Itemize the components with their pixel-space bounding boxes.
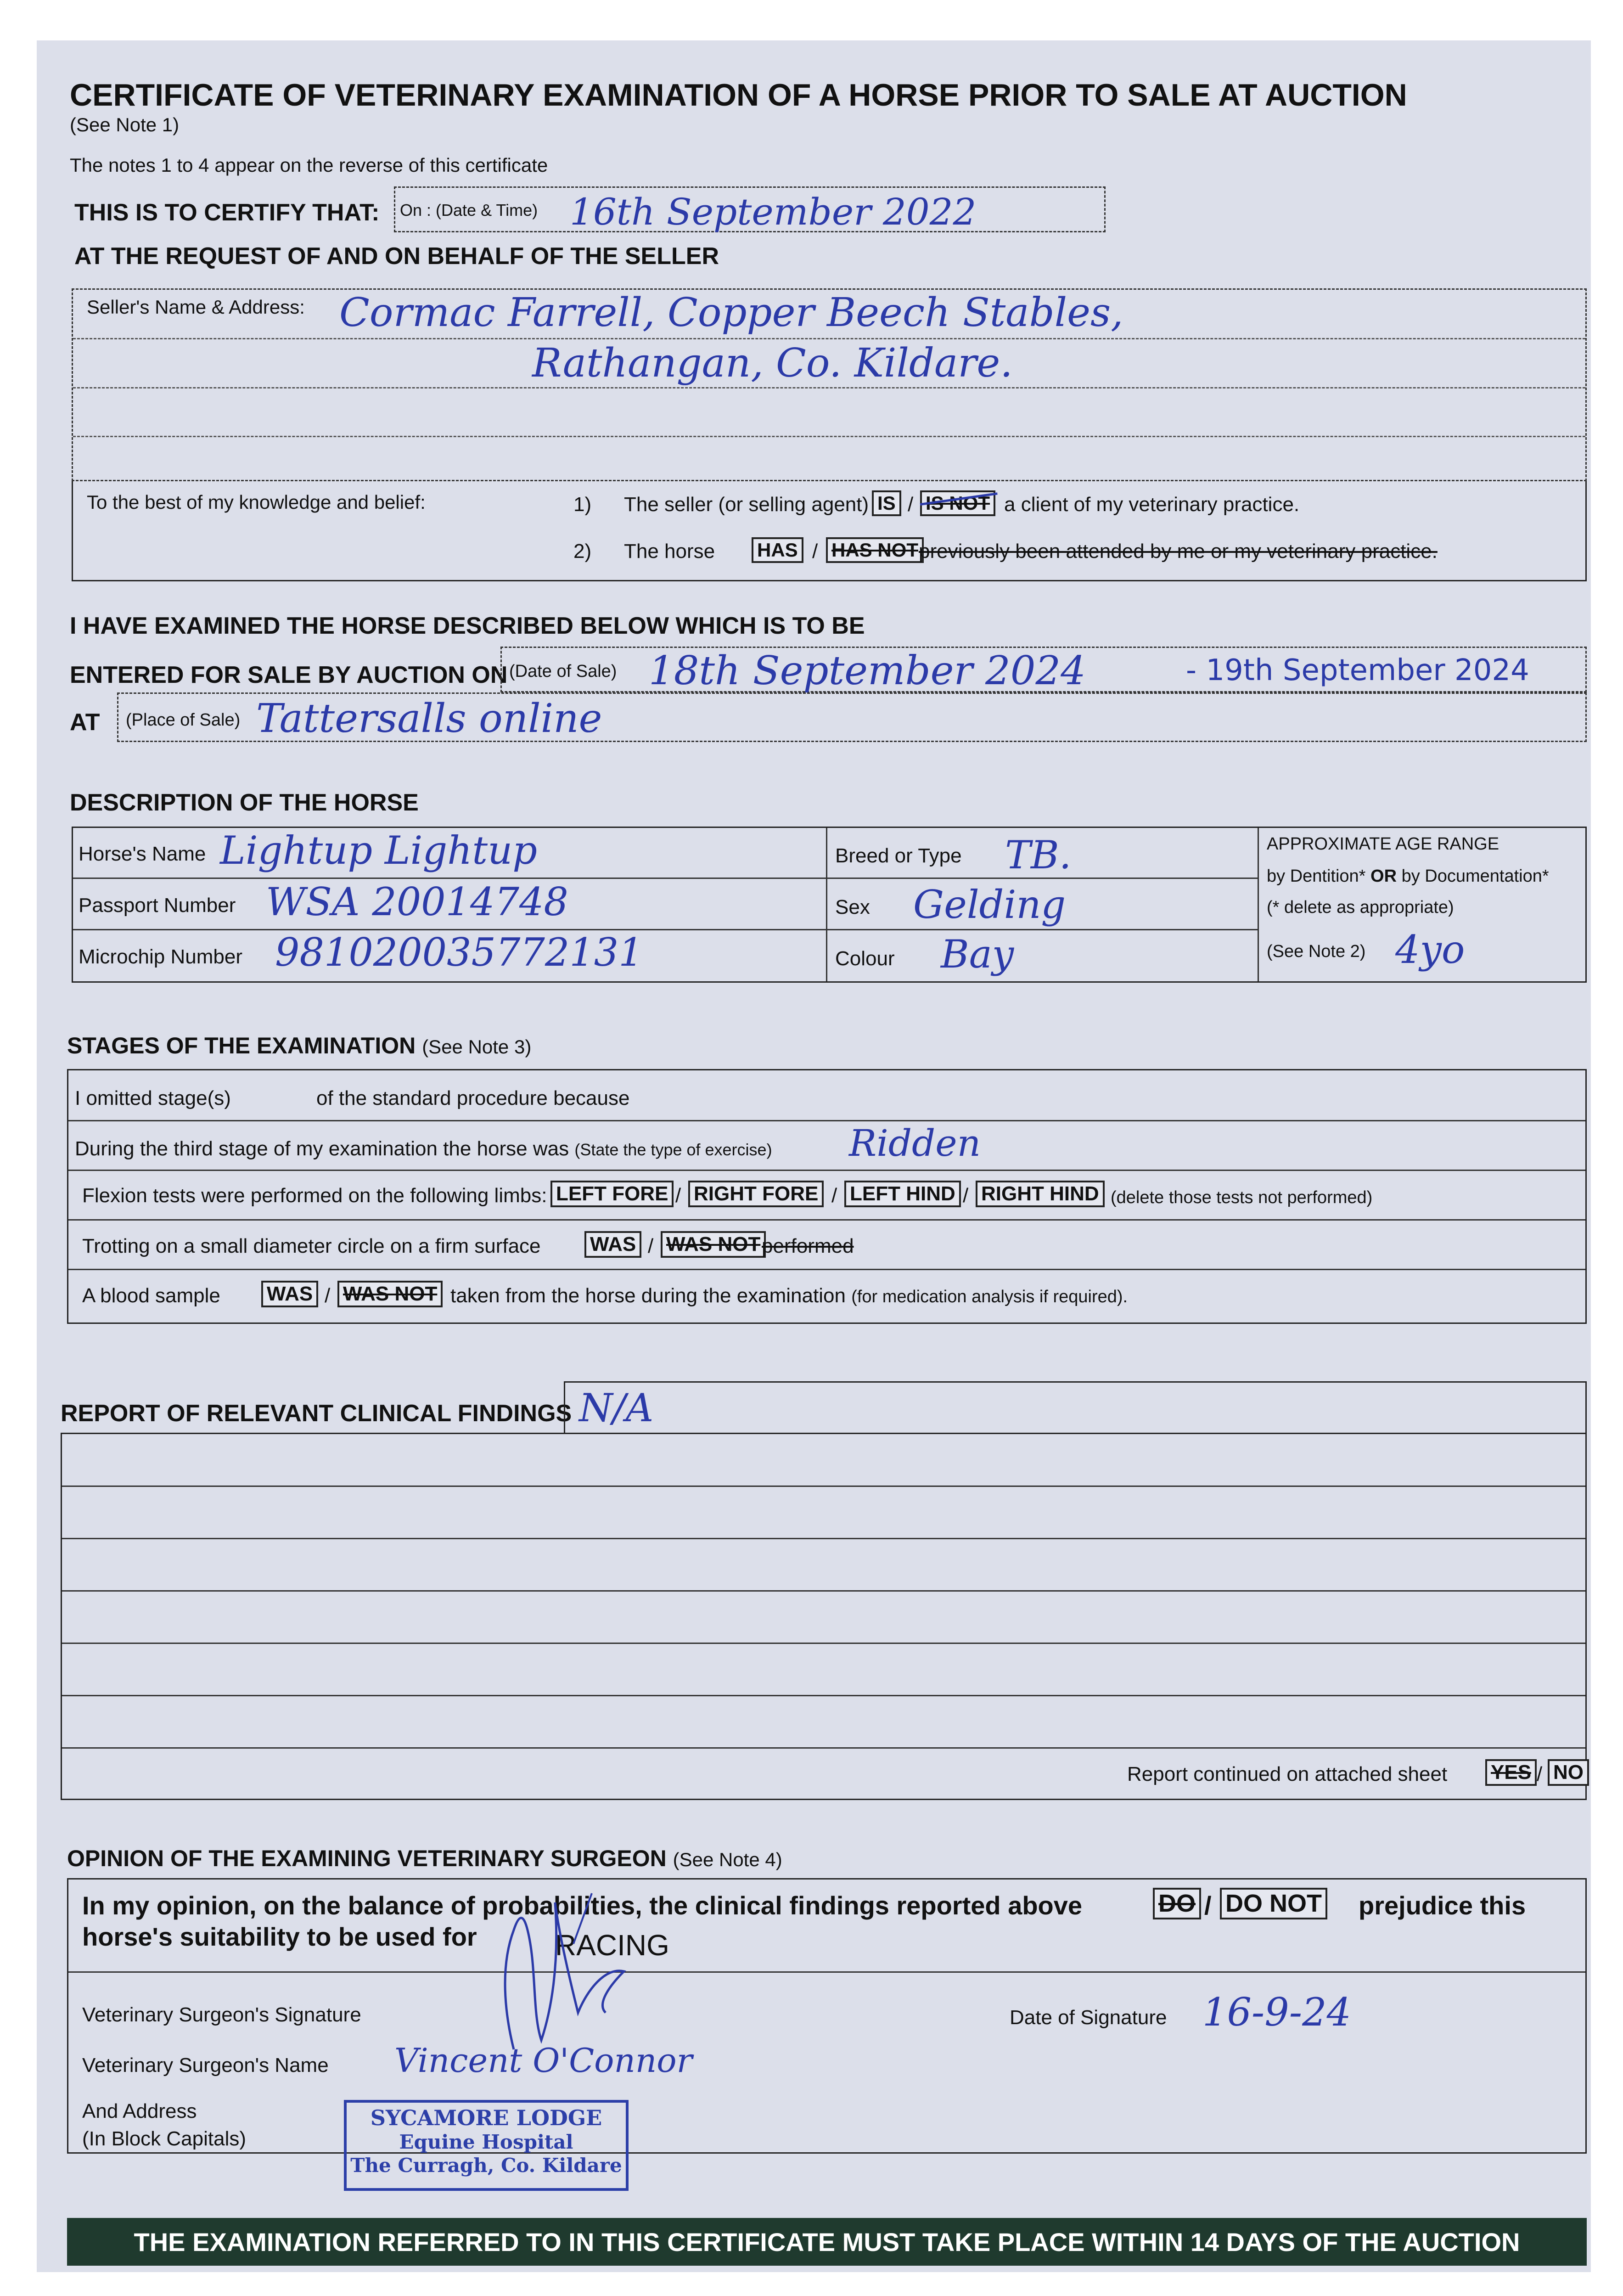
- age-see-note: (See Note 2): [1267, 942, 1366, 961]
- blood-post: taken from the horse during the examination: [450, 1284, 846, 1307]
- certificate-page: [37, 40, 1591, 2272]
- flexion-pre: Flexion tests were performed on the following limbs:: [82, 1184, 547, 1207]
- footer-banner: [67, 2218, 1587, 2266]
- colour-label: Colour: [835, 947, 895, 970]
- findings-heading: REPORT OF RELEVANT CLINICAL FINDINGS: [61, 1400, 572, 1427]
- passport-label: Passport Number: [79, 894, 236, 917]
- sale-date-label: (Date of Sale): [509, 662, 617, 681]
- stages-table: [67, 1069, 1587, 1324]
- date-signature-value: 16-9-24: [1202, 1990, 1351, 2035]
- omitted-pre: I omitted stage(s): [75, 1087, 231, 1109]
- address-label: And Address: [82, 2100, 197, 2122]
- continued-sep: /: [1537, 1763, 1543, 1785]
- vet-name-label: Veterinary Surgeon's Name: [82, 2054, 329, 2077]
- vet-name-value: Vincent O'Connor: [394, 2041, 693, 2080]
- findings-first-field[interactable]: [564, 1381, 1587, 1434]
- notes-line: The notes 1 to 4 appear on the reverse of this certificate: [70, 154, 548, 176]
- microchip-label: Microchip Number: [79, 945, 242, 968]
- colour-value: Bay: [941, 932, 1014, 977]
- seller-address-line2: Rathangan, Co. Kildare.: [532, 340, 1013, 386]
- continued-yes-option[interactable]: YES: [1485, 1759, 1537, 1786]
- opinion-heading-note: (See Note 4): [673, 1849, 782, 1870]
- blood-was-not-option[interactable]: WAS NOT: [337, 1281, 443, 1307]
- age-delete-note: (* delete as appropriate): [1267, 898, 1454, 917]
- stages-heading: STAGES OF THE EXAMINATION: [67, 1033, 416, 1058]
- blood-sep: /: [325, 1284, 331, 1307]
- certify-date-value: 16th September 2022: [570, 191, 977, 233]
- description-heading: DESCRIPTION OF THE HORSE: [70, 789, 419, 816]
- address-label-caps: (In Block Capitals): [82, 2127, 247, 2150]
- item1-text: The seller (or selling agent): [624, 493, 869, 516]
- attended-has-not-option[interactable]: HAS NOT: [826, 537, 924, 563]
- sale-place-field[interactable]: [117, 692, 1587, 742]
- continued-label: Report continued on attached sheet: [1127, 1763, 1448, 1785]
- stages-heading-note: (See Note 3): [422, 1036, 532, 1058]
- age-method: [1267, 867, 1549, 886]
- item2-text: The horse: [624, 540, 715, 563]
- horse-name-value: Lightup Lightup: [220, 828, 537, 873]
- third-stage-value: Ridden: [849, 1122, 981, 1165]
- item1-number: 1): [573, 493, 592, 516]
- certify-date-label: On : (Date & Time): [400, 201, 538, 219]
- age-value: 4yo: [1395, 927, 1465, 972]
- opinion-sep: /: [1204, 1891, 1212, 1920]
- stages-heading-row: [67, 1032, 531, 1059]
- sale-place-label: (Place of Sale): [126, 710, 241, 730]
- sale-date-value: 18th September 2024: [649, 648, 1086, 694]
- age-by-dentition: by Dentition*: [1267, 867, 1366, 886]
- certify-date-field[interactable]: [394, 186, 1106, 232]
- trot-post: performed: [762, 1235, 854, 1257]
- passport-value: WSA 20014748: [266, 879, 568, 924]
- certificate-title: CERTIFICATE OF VETERINARY EXAMINATION OF A HORSE PRIOR TO SALE AT AUCTION: [70, 78, 1407, 113]
- limb-sep-3: /: [963, 1184, 969, 1207]
- client-is-option[interactable]: IS: [872, 490, 901, 516]
- age-by-documentation: by Documentation*: [1401, 867, 1549, 886]
- limb-right-hind-option[interactable]: RIGHT HIND: [976, 1181, 1105, 1207]
- knowledge-label: To the best of my knowledge and belief:: [87, 491, 426, 513]
- blood-was-option[interactable]: WAS: [261, 1281, 318, 1307]
- item2-sep: /: [812, 540, 818, 563]
- flexion-post: (delete those tests not performed): [1111, 1188, 1373, 1207]
- microchip-value: 981020035772131: [275, 930, 643, 975]
- practice-stamp: [344, 2100, 629, 2191]
- limb-right-fore-option[interactable]: RIGHT FORE: [688, 1181, 824, 1207]
- opinion-heading-row: [67, 1845, 782, 1872]
- description-table: [72, 827, 1587, 983]
- knowledge-block: [72, 481, 1587, 581]
- seller-address-line1: Cormac Farrell, Copper Beech Stables,: [339, 290, 1123, 336]
- title-see-note: (See Note 1): [70, 114, 180, 135]
- blood-note: (for medication analysis if required).: [851, 1287, 1128, 1306]
- limb-sep-1: /: [675, 1184, 681, 1207]
- stamp-line-2: Equine Hospital: [399, 2131, 573, 2154]
- item2-number: 2): [573, 540, 592, 563]
- third-stage-row: [75, 1137, 772, 1160]
- sex-value: Gelding: [913, 882, 1066, 927]
- limb-left-hind-option[interactable]: LEFT HIND: [844, 1181, 961, 1207]
- certify-label: THIS IS TO CERTIFY THAT:: [74, 199, 380, 226]
- opinion-statement-line2: horse's suitability to be used for: [82, 1922, 477, 1951]
- item2-post: previously been attended by me or my veterinary practice.: [919, 540, 1438, 563]
- examined-line: I HAVE EXAMINED THE HORSE DESCRIBED BELOW WHICH IS TO BE: [70, 613, 865, 639]
- trot-was-not-option[interactable]: WAS NOT: [661, 1231, 766, 1258]
- sex-label: Sex: [835, 896, 870, 918]
- opinion-heading: OPINION OF THE EXAMINING VETERINARY SURGEON: [67, 1846, 667, 1871]
- findings-value: N/A: [579, 1385, 654, 1430]
- request-line: AT THE REQUEST OF AND ON BEHALF OF THE SELLER: [74, 243, 719, 270]
- breed-label: Breed or Type: [835, 844, 962, 867]
- opinion-do-option[interactable]: DO: [1153, 1888, 1201, 1919]
- opinion-block: [67, 1878, 1587, 2177]
- sale-date-typed: - 19th September 2024: [1186, 653, 1529, 687]
- sale-place-value: Tattersalls online: [256, 696, 602, 742]
- opinion-use-value: RACING: [555, 1929, 669, 1962]
- attended-has-option[interactable]: HAS: [752, 537, 803, 563]
- limb-left-fore-option[interactable]: LEFT FORE: [550, 1181, 674, 1207]
- sale-date-field[interactable]: [500, 647, 1587, 692]
- at-label: AT: [70, 709, 100, 736]
- client-is-not-option[interactable]: IS NOT: [920, 490, 995, 516]
- limb-sep-2: /: [831, 1184, 837, 1207]
- findings-lines[interactable]: [61, 1433, 1587, 1800]
- footer-banner-text: THE EXAMINATION REFERRED TO IN THIS CERTIFICATE MUST TAKE PLACE WITHIN 14 DAYS OF THE AUCTION: [134, 2228, 1520, 2257]
- third-stage-pre: During the third stage of my examination the horse was: [75, 1137, 569, 1160]
- blood-pre: A blood sample: [82, 1284, 220, 1307]
- opinion-statement-pre: In my opinion, on the balance of probabilities, the clinical findings reported above: [82, 1891, 1083, 1920]
- omitted-post: of the standard procedure because: [316, 1087, 630, 1109]
- age-heading: APPROXIMATE AGE RANGE: [1267, 834, 1499, 854]
- breed-value: TB.: [1005, 833, 1072, 878]
- entered-label: ENTERED FOR SALE BY AUCTION ON: [70, 662, 508, 688]
- stamp-line-3: The Curragh, Co. Kildare: [350, 2154, 622, 2177]
- signature-label: Veterinary Surgeon's Signature: [82, 2003, 361, 2026]
- trot-sep: /: [648, 1235, 654, 1257]
- horse-name-label: Horse's Name: [79, 843, 206, 865]
- seller-label: Seller's Name & Address:: [87, 296, 305, 318]
- opinion-do-not-option[interactable]: DO NOT: [1220, 1888, 1327, 1919]
- opinion-statement-post: prejudice this: [1359, 1891, 1526, 1920]
- trot-was-option[interactable]: WAS: [584, 1231, 641, 1258]
- item1-post: a client of my veterinary practice.: [1004, 493, 1300, 516]
- trot-pre: Trotting on a small diameter circle on a firm surface: [82, 1235, 541, 1257]
- continued-no-option[interactable]: NO: [1548, 1759, 1589, 1786]
- blood-post-row: [450, 1284, 1128, 1307]
- item1-sep: /: [908, 493, 914, 516]
- seller-block: [72, 288, 1587, 481]
- third-stage-note: (State the type of exercise): [574, 1140, 772, 1159]
- date-signature-label: Date of Signature: [1010, 2006, 1167, 2029]
- age-or: OR: [1370, 867, 1397, 886]
- stamp-line-1: SYCAMORE LODGE: [370, 2105, 602, 2130]
